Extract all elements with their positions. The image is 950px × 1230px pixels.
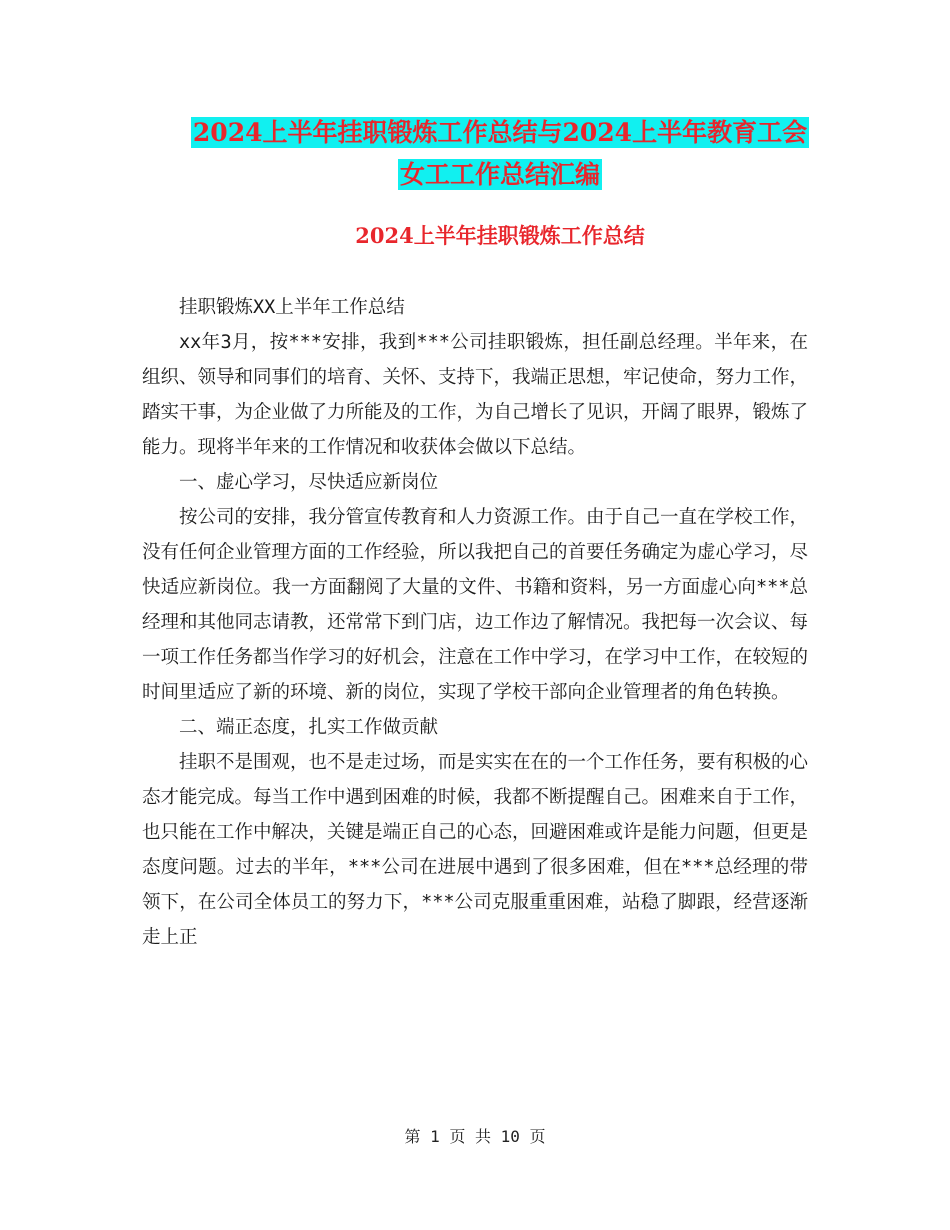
section-title: 2024上半年挂职锻炼工作总结 bbox=[355, 223, 645, 248]
page-footer: 第 1 页 共 10 页 bbox=[404, 1127, 546, 1146]
document-title bbox=[140, 112, 860, 196]
paragraph-heading-2: 二、端正态度，扎实工作做贡献 bbox=[179, 717, 439, 738]
paragraph-heading-1: 一、虚心学习，尽快适应新岗位 bbox=[179, 472, 439, 493]
paragraph-intro: xx年3月，按***安排，我到***公司挂职锻炼，担任副总经理。半年来，在组织、领导和同事们的培育、关怀、支持下，我端正思想，牢记使命，努力工作，踏实干事，为企业做了力所能及的工作，为自己增长了见识，开阔了眼界，锻炼了能力。现将半年来的工作情况和收获体会做以下总结。 bbox=[142, 332, 809, 458]
paragraph-section-1: 按公司的安排，我分管宣传教育和人力资源工作。由于自己一直在学校工作，没有任何企业管理方面的工作经验，所以我把自己的首要任务确定为虚心学习，尽快适应新岗位。我一方面翻阅了大量的文件、书籍和资料，另一方面虚心向***总经理和其他同志请教，还常常下到门店，边工作边了解情况。我把每一次会议、每一项工作任务都当作学习的好机会，注意在工作中学习，在学习中工作，在较短的时间里适应了新的环境、新的岗位，实现了学校干部向企业管理者的角色转换。 bbox=[142, 507, 809, 703]
document-title-line-2: 女工工作总结汇编 bbox=[399, 160, 600, 189]
paragraph-subheading: 挂职锻炼XX上半年工作总结 bbox=[179, 297, 405, 318]
document-body bbox=[142, 290, 808, 955]
document-title-line-1: 2024上半年挂职锻炼工作总结与2024上半年教育工会 bbox=[192, 118, 808, 147]
paragraph-section-2: 挂职不是围观，也不是走过场，而是实实在在的一个工作任务，要有积极的心态才能完成。每当工作中遇到困难的时候，我都不断提醒自己。困难来自于工作，也只能在工作中解决，关键是端正自己的心态，回避困难或许是能力问题，但更是态度问题。过去的半年，***公司在进展中遇到了很多困难，但在***总经理的带领下，在公司全体员工的努力下，***公司克服重重困难，站稳了脚跟，经营逐渐走上正 bbox=[142, 752, 809, 948]
